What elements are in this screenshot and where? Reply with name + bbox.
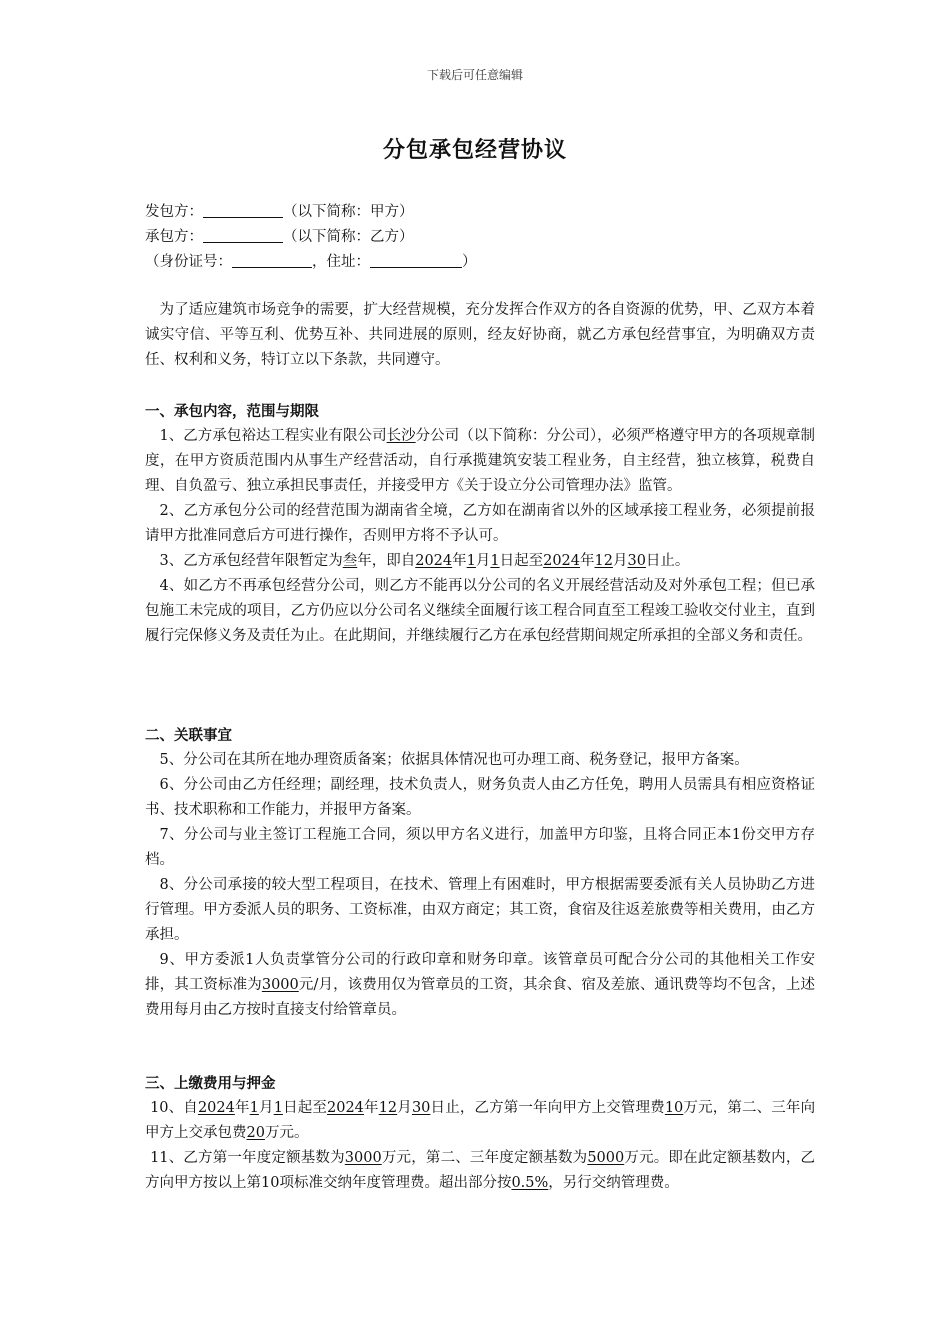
clause-3-start-month: 1 (466, 553, 476, 569)
id-number-blank[interactable] (232, 249, 312, 268)
clause-10-text: 万元，第二、三年向甲方上交承包费 (145, 1100, 816, 1141)
clause-3-text: 日起至 (499, 553, 544, 569)
clause-9 (145, 948, 815, 1023)
clause-7: 7、分公司与业主签订工程施工合同，须以甲方名义进行，加盖甲方印鉴，且将合同正本1份交甲方存档。 (145, 827, 815, 868)
clause-10-text: 日起至 (282, 1100, 327, 1116)
section-2 (145, 723, 815, 1023)
clause-10 (145, 1096, 815, 1146)
clause-10-text: 月 (258, 1100, 274, 1116)
clause-3-years: 叁 (342, 553, 358, 569)
clause-11-text: 万元，第二、三年度定额基数为 (381, 1150, 588, 1166)
preamble-block (145, 298, 815, 373)
section-1 (145, 399, 815, 649)
clause-3-text: 3、乙方承包经营年限暂定为 (159, 553, 343, 569)
party-a-label: 发包方： (145, 204, 203, 220)
clause-3-start-year: 2024 (415, 553, 453, 569)
clause-10-contract-fee: 20 (246, 1125, 265, 1141)
section-2-heading: 二、关联事宜 (145, 727, 232, 744)
clause-9-text-a: 9、甲方委派1人负责掌管分公司的行政印章和财务印章。该管章员可配合分公司的其他相关工作安排，其工资标准为 (145, 952, 815, 993)
party-b-suffix: （以下简称：乙方） (283, 229, 414, 245)
clause-1-text-a: 1、乙方承包裕达工程实业有限公司 (159, 428, 387, 444)
clause-6: 6、分公司由乙方任经理；副经理，技术负责人，财务负责人由乙方任免，聘用人员需具有相应资格证书、技术职称和工作能力，并报甲方备案。 (145, 777, 815, 818)
clause-11-base-year-2-3: 5000 (587, 1150, 625, 1166)
clause-10-text: 年 (363, 1100, 379, 1116)
clause-10-start-day: 1 (273, 1100, 283, 1116)
id-prefix: （身份证号： (145, 254, 232, 270)
clause-3-text: 月 (475, 553, 491, 569)
party-a-line (145, 199, 815, 224)
party-a-blank[interactable] (203, 199, 283, 218)
clause-3 (145, 549, 815, 574)
clause-1-city: 长沙 (386, 428, 416, 444)
clause-10-management-fee: 10 (664, 1100, 684, 1116)
clause-11-rate: 0.5% (511, 1175, 549, 1191)
clause-11 (145, 1146, 815, 1196)
address-label: ，住址： (312, 254, 370, 270)
clause-3-end-day: 30 (627, 553, 646, 569)
clause-2: 2、乙方承包分公司的经营范围为湖南省全境，乙方如在湖南省以外的区域承接工程业务，必须提前报请甲方批准同意后方可进行操作，否则甲方将不予认可。 (145, 503, 815, 544)
clause-3-text: 年，即自 (357, 553, 416, 569)
clause-11-text: 万元。即在此定额基数内，乙方向甲方按以上第10项标准交纳年度管理费。超出部分按 (145, 1150, 816, 1191)
clause-10-text: 年 (234, 1100, 250, 1116)
clause-5: 5、分公司在其所在地办理资质备案；依据具体情况也可办理工商、税务登记，报甲方备案。 (159, 752, 749, 768)
party-b-blank[interactable] (203, 224, 283, 243)
section-3 (145, 1071, 815, 1196)
clause-10-end-month: 12 (378, 1100, 398, 1116)
preamble: 为了适应建筑市场竞争的需要，扩大经营规模，充分发挥合作双方的各自资源的优势，甲、乙双方本着诚实守信、平等互利、优势互补、共同进展的原则，经友好协商，就乙方承包经营事宜，为明确双方责任、权利和义务，特订立以下条款，共同遵守。 (145, 302, 815, 368)
header-note: 下载后可任意编辑 (426, 68, 523, 82)
clause-1-text-b: 分公司（以下简称：分公司），必须严格遵守甲方的各项规章制度，在甲方资质范围内从事生产经营活动，自行承揽建筑安装工程业务，自主经营，独立核算，税费自理、自负盈亏、独立承担民事责任，并接受甲方《关于设立分公司管理办法》监管。 (145, 428, 815, 494)
clause-10-start-month: 1 (249, 1100, 259, 1116)
party-b-line (145, 224, 815, 249)
clause-10-end-day: 30 (411, 1100, 431, 1116)
clause-11-base-year-1: 3000 (344, 1150, 382, 1166)
clause-11-text: ，另行交纳管理费。 (548, 1175, 679, 1191)
close-paren: ） (462, 254, 477, 270)
party-b-label: 承包方： (145, 229, 203, 245)
clause-3-end-month: 12 (594, 553, 613, 569)
clause-3-start-day: 1 (490, 553, 500, 569)
clause-1 (145, 424, 815, 499)
id-address-line (145, 249, 815, 274)
clause-9-salary: 3000 (261, 977, 299, 993)
clause-3-text: 日止。 (645, 553, 690, 569)
section-3-heading: 三、上缴费用与押金 (145, 1075, 276, 1092)
clause-10-text: 月 (397, 1100, 412, 1116)
clause-3-text: 年 (580, 553, 595, 569)
clause-9-text-b: 元/月，该费用仅为管章员的工资，其余食、宿及差旅、通讯费等均不包含，上述费用每月由乙方按时直接支付给管章员。 (145, 977, 815, 1018)
clause-10-text: 日止，乙方第一年向甲方上交管理费 (430, 1100, 665, 1116)
clause-11-text: 11、乙方第一年度定额基数为 (150, 1150, 345, 1166)
section-1-heading: 一、承包内容，范围与期限 (145, 403, 319, 420)
clause-10-text: 万元。 (264, 1125, 309, 1141)
party-a-suffix: （以下简称：甲方） (283, 204, 414, 220)
address-blank[interactable] (370, 249, 462, 268)
clause-4: 4、如乙方不再承包经营分公司，则乙方不能再以分公司的名义开展经营活动及对外承包工程；但已承包施工未完成的项目，乙方仍应以分公司名义继续全面履行该工程合同直至工程竣工验收交付业主，直到履行完保修义务及责任为止。在此期间，并继续履行乙方在承包经营期间规定所承担的全部义务和责任。 (145, 578, 815, 644)
page-title: 分包承包经营协议 (382, 137, 567, 163)
clause-3-text: 年 (452, 553, 467, 569)
parties-block (145, 199, 815, 274)
clause-8: 8、分公司承接的较大型工程项目，在技术、管理上有困难时，甲方根据需要委派有关人员协助乙方进行管理。甲方委派人员的职务、工资标准，由双方商定；其工资，食宿及往返差旅费等相关费用，由乙方承担。 (145, 877, 815, 943)
clause-10-start-year: 2024 (197, 1100, 235, 1116)
clause-10-text: 10、自 (150, 1100, 198, 1116)
clause-3-end-year: 2024 (543, 553, 581, 569)
clause-10-end-year: 2024 (327, 1100, 364, 1116)
clause-3-text: 月 (612, 553, 628, 569)
